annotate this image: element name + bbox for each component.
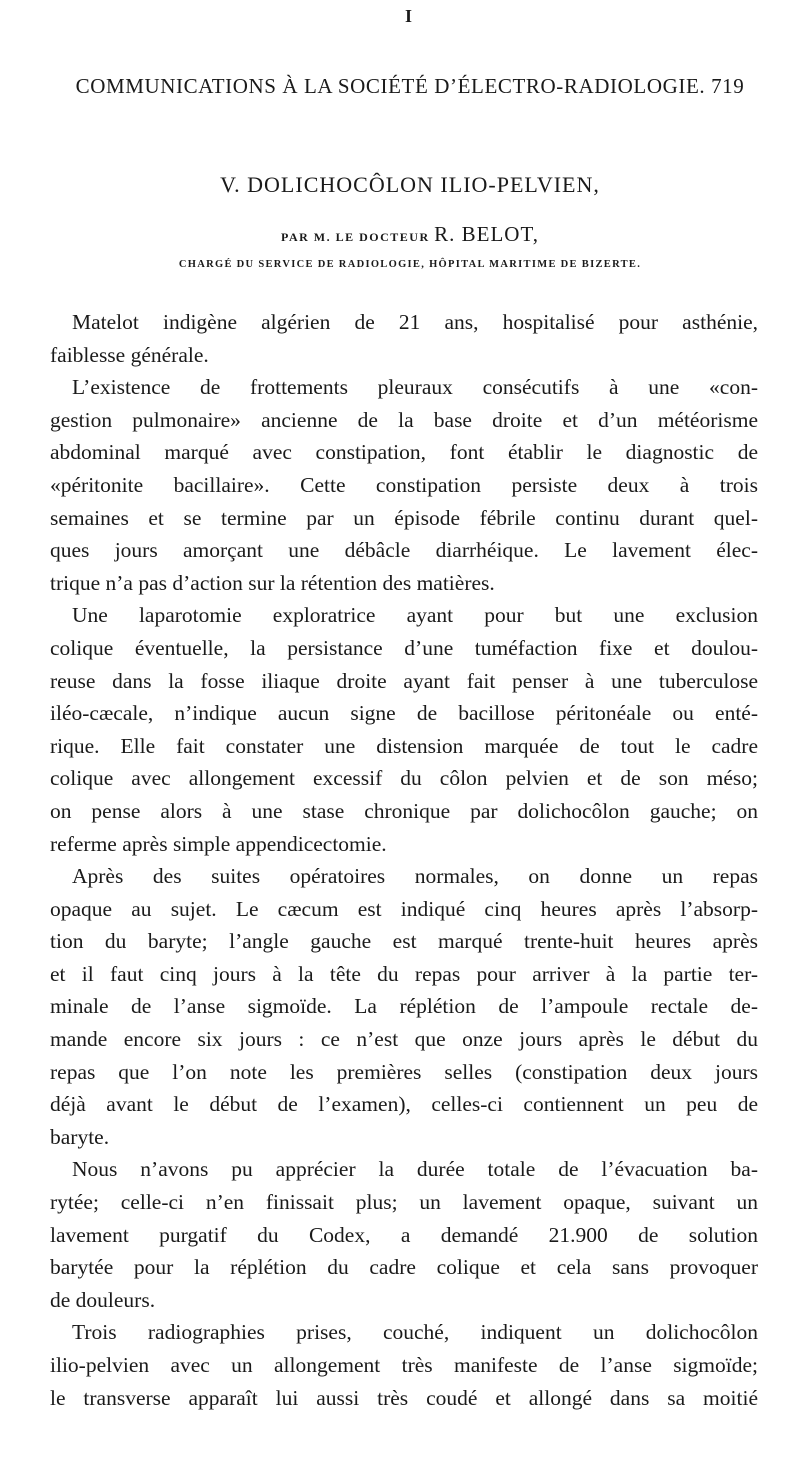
body-line: Nous n’avons pu apprécier la durée totale de l’évacuation ba- <box>72 1157 758 1182</box>
body-line: tion du baryte; l’angle gauche est marqué trente-huit heures après <box>50 929 758 954</box>
body-line: ilio-pelvien avec un allongement très manifeste de l’anse sigmoïde; <box>50 1353 758 1377</box>
body-line: de douleurs. <box>50 1287 156 1312</box>
body-line: abdominal marqué avec constipation, font établir le diagnostic de <box>50 440 758 465</box>
body-line: L’existence de frottements pleuraux consécutifs à une «con- <box>72 375 758 400</box>
body-line: colique avec allongement excessif du côlon pelvien et de son méso; <box>50 766 758 791</box>
body-line: lavement purgatif du Codex, a demandé 21.900 de solution <box>50 1222 758 1247</box>
body-line: reuse dans la fosse iliaque droite ayant fait penser à une tuberculose <box>50 668 758 693</box>
body-line: rytée; celle-ci n’en finissait plus; un lavement opaque, suivant un <box>50 1190 758 1215</box>
body-line: «péritonite bacillaire». Cette constipation persiste deux à trois <box>50 472 758 497</box>
running-head: COMMUNICATIONS À LA SOCIÉTÉ D’ÉLECTRO-RADIOLOGIE. 719 <box>75 74 745 98</box>
body-line: minale de l’anse sigmoïde. La réplétion de l’ampoule rectale de- <box>50 994 758 1019</box>
body-line: mande encore six jours : ce n’est que onze jours après le début du <box>50 1027 758 1052</box>
body-line: et il faut cinq jours à la tête du repas pour arriver à la partie ter- <box>50 961 758 986</box>
body-line: Matelot indigène algérien de 21 ans, hospitalisé pour asthénie, <box>72 310 758 334</box>
body-line: Une laparotomie exploratrice ayant pour but une exclusion <box>72 603 758 628</box>
body-line: Après des suites opératoires normales, on donne un repas <box>72 864 758 889</box>
byline <box>60 222 760 247</box>
body-line: faiblesse générale. <box>50 342 209 367</box>
body-line: colique éventuelle, la persistance d’une tuméfaction fixe et doulou- <box>50 635 758 660</box>
body-line: on pense alors à une stase chronique par dolichocôlon gauche; on <box>50 798 758 823</box>
body-line: ques jours amorçant une débâcle diarrhéique. Le lavement élec- <box>50 538 758 563</box>
body-line: Trois radiographies prises, couché, indiquent un dolichocôlon <box>72 1320 758 1345</box>
body-line: trique n’a pas d’action sur la rétention des matières. <box>50 570 495 595</box>
article-body <box>50 306 758 1414</box>
body-line: baryte. <box>50 1124 110 1149</box>
body-line: semaines et se termine par un épisode fébrile continu durant quel- <box>50 505 758 530</box>
body-line: barytée pour la réplétion du cadre colique et cela sans provoquer <box>50 1255 758 1280</box>
body-line: gestion pulmonaire» ancienne de la base droite et d’un météorisme <box>50 407 758 432</box>
body-line: repas que l’on note les premières selles (constipation deux jours <box>50 1059 758 1084</box>
body-line: rique. Elle fait constater une distension marquée de tout le cadre <box>50 733 758 758</box>
body-line: opaque au sujet. Le cæcum est indiqué cinq heures après l’absorp- <box>50 896 758 921</box>
author-affiliation: CHARGÉ DU SERVICE DE RADIOLOGIE, HÔPITAL MARITIME DE BIZERTE. <box>178 259 642 270</box>
byline-prefix: PAR M. LE DOCTEUR <box>281 230 430 244</box>
body-line: iléo-cæcale, n’indique aucun signe de bacillose péritonéale ou enté- <box>50 701 758 726</box>
body-line: déjà avant le début de l’examen), celles-ci contiennent un peu de <box>50 1092 758 1117</box>
body-line: le transverse apparaît lui aussi très coudé et allongé dans sa moitié <box>50 1385 758 1410</box>
page-mark: I <box>405 6 413 26</box>
article-title: V. DOLICHOCÔLON ILIO-PELVIEN, <box>220 172 600 197</box>
author-name: R. BELOT, <box>434 222 539 246</box>
body-line: referme après simple appendicectomie. <box>50 831 387 856</box>
